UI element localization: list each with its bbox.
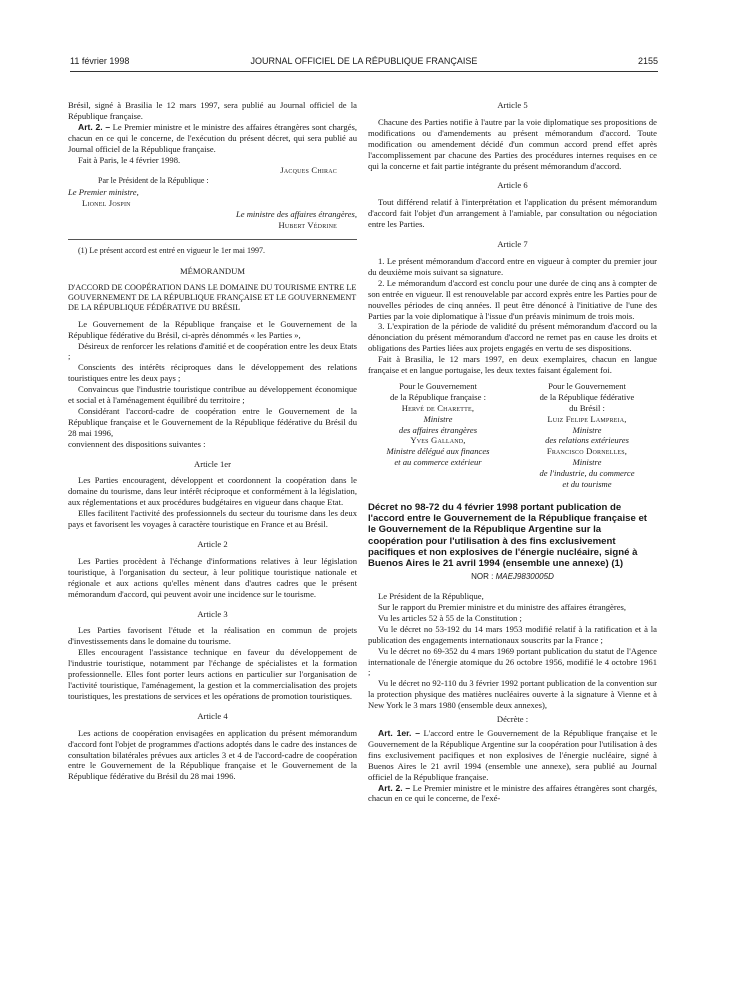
signatory-name: Francisco Dornelles, [546, 446, 628, 457]
article-heading: Article 5 [497, 100, 528, 110]
paragraph: Désireux de renforcer les relations d'amitié et de coopération entre les deux Etats ; [68, 340, 357, 362]
article-heading: Article 6 [497, 180, 528, 191]
signatory-name: Jacques Chirac [280, 165, 337, 176]
paragraph: 2. Le mémorandum d'accord est conclu pour une durée de cinq ans à compter de son entrée en vigueur. Il est renouvelable par accord exprès entre les Parties pour de nouvelles périodes de cinq années. Il peut être dénoncé à l'initiative de l'une des Parties par la voie diplomatique à l'issue d'un préavis minimum de trois mois. [368, 277, 657, 321]
signatory-title: Le Premier ministre, [68, 187, 139, 198]
decree-article-2 [368, 783, 657, 805]
paragraph: Vu le décret no 53-192 du 14 mars 1953 modifié relatif à la ratification et à la publication des engagements internationaux souscrits par la France ; [368, 623, 657, 645]
signature-block [368, 381, 657, 490]
divider [68, 239, 357, 240]
footnote: (1) Le présent accord est entré en vigueur le 1er mai 1997. [78, 245, 266, 255]
signature-line: Pour le Gouvernement [399, 380, 477, 391]
paragraph: Elles facilitent l'activité des professionnels du secteur du tourisme dans les deux pays et favorisent les voyages à caractère touristique en France et au Brésil. [68, 508, 357, 530]
article-text: Le Premier ministre et le ministre des affaires étrangères sont chargés, chacun en ce qui le concerne, de l'exécution du présent décret, qui sera publié au Journal officiel de la République française. [68, 121, 357, 154]
paragraph: Fait à Brasilia, le 12 mars 1997, en deux exemplaires, chacun en langue française et en langue portugaise, les deux textes faisant également foi. [368, 354, 657, 376]
signatory-title: Le ministre des affaires étrangères, [235, 209, 357, 220]
signatory-title: de l'industrie, du commerce [539, 468, 635, 479]
left-column [68, 100, 357, 782]
paragraph: conviennent des dispositions suivantes : [68, 438, 206, 449]
article-label: Art. 1er. – [378, 728, 420, 738]
right-column [368, 100, 657, 804]
signatory-title: des affaires étrangères [398, 424, 478, 435]
signatory-name: Yves Galland, [410, 435, 466, 446]
article-text: Le Premier ministre et le ministre des affaires étrangères sont chargés, chacun en ce qui le concerne, de l'exé- [368, 782, 657, 804]
signature-line: Pour le Gouvernement [548, 380, 626, 391]
signature-france [368, 381, 508, 490]
header-date: 11 février 1998 [70, 56, 130, 66]
agreement-title: D'ACCORD DE COOPÉRATION DANS LE DOMAINE DU TOURISME ENTRE LE GOUVERNEMENT DE LA RÉPUBLIQUE FRANÇAISE ET LE GOUVERNEMENT DE LA RÉPUBLIQUE FÉDÉRATIVE DU BRÉSIL [68, 282, 357, 312]
signature-line: du Brésil : [569, 402, 605, 413]
paragraph: Vu le décret no 92-110 du 3 février 1992 portant publication de la convention sur la protection physique des matières nucléaires ouverte à la signature à Vienne et à New York le 3 mars 1980 (ensemble deux annexes), [368, 678, 657, 711]
signatory-title: Par le Président de la République : [98, 176, 209, 186]
paragraph: Les Parties procèdent à l'échange d'informations relatives à leur législation touristique, à l'organisation du secteur, à leur politique touristique nationale et régionale et aux actions qu'elles mènent dans d'autres cadres que le présent mémorandum d'accord, qui peuvent avoir une incidence sur le tourisme. [68, 555, 357, 599]
paragraph: Convaincus que l'industrie touristique contribue au développement économique et social et à l'aménagement équilibré du territoire ; [68, 384, 357, 406]
paragraph: Considérant l'accord-cadre de coopération entre le Gouvernement de la République française et le Gouvernement de la République fédérative du Brésil du 28 mai 1996, [68, 405, 357, 438]
article-label: Art. 2. – [78, 121, 111, 132]
signatory-name: Luiz Felipe Lampreia, [547, 413, 627, 424]
paragraph: Conscients des intérêts réciproques dans le développement des relations touristiques entre les deux pays ; [68, 362, 357, 384]
signatory-title: Ministre [423, 413, 453, 424]
signature-line: de la République française : [390, 391, 486, 402]
paragraph: Les actions de coopération envisagées en application du présent mémorandum d'accord font l'objet de programmes d'actions adoptés dans le cadre des instances de consultation bilatérales prévues aux articles 3 et 4 de l'accord-cadre de coopération entre le Gouvernement de la République française et le Gouvernement de la République fédérative du Brésil du 28 mai 1996. [68, 727, 357, 782]
paragraph: Brésil, signé à Brasilia le 12 mars 1997, sera publié au Journal officiel de la République française. [68, 100, 357, 121]
nor-reference: NOR : MAEJ9830005D [471, 572, 554, 582]
signatory-name: Hubert Védrine [278, 219, 337, 230]
paragraph: Sur le rapport du Premier ministre et du ministre des affaires étrangères, [378, 602, 627, 613]
paragraph: Les Parties encouragent, développent et coordonnent la coopération dans le domaine du tourisme, dans leur intérêt réciproque et conformément à la législation, aux réglementations et aux procédures budgétaires en vigueur dans chaque Etat. [68, 475, 357, 508]
signatory-title: et du tourisme [562, 479, 612, 490]
article-heading: Article 3 [197, 608, 228, 619]
journal-title: JOURNAL OFFICIEL DE LA RÉPUBLIQUE FRANÇAISE [250, 56, 478, 66]
signature-brazil [517, 381, 657, 490]
signatory-name: Lionel Jospin [82, 198, 131, 209]
paragraph: Vu les articles 52 à 55 de la Constitution ; [378, 612, 522, 623]
article-text: L'accord entre le Gouvernement de la République française et le Gouvernement de la République Argentine sur la coopération pour l'utilisation à des fins exclusivement pacifiques et non explosives de l'énergie nucléaire, signé à Buenos Aires le 21 avril 1994 (ensemble une annexe), sera publié au Journal officiel de la République française. [368, 728, 658, 782]
decree-title: Décret no 98-72 du 4 février 1998 portant publication de l'accord entre le Gouvernement de la République française et le Gouvernement de la République Argentine sur la coopération pour l'utilisation à des fins exclusivement pacifiques et non explosives de l'énergie nucléaire, signé à Buenos Aires le 21 avril 1994 (ensemble une annexe) (1) [368, 502, 647, 570]
paragraph: Les Parties favorisent l'étude et la réalisation en commun de projets d'investissements dans le domaine du tourisme. [68, 625, 357, 647]
signatory-title: et au commerce extérieur [394, 457, 482, 468]
signatory-name: Hervé de Charette, [401, 402, 475, 413]
page-header [70, 56, 658, 70]
signature-line: de la République fédérative [539, 391, 635, 402]
signature-place-date: Fait à Paris, le 4 février 1998. [78, 154, 181, 165]
article-heading: Article 2 [197, 539, 228, 549]
paragraph: Tout différend relatif à l'interprétation et l'application du présent mémorandum d'accord fait l'objet d'un arrangement à l'amiable, par consultation ou négociation entre les Parties. [368, 197, 657, 230]
paragraph: 3. L'expiration de la période de validité du présent mémorandum d'accord ou la dénonciation du présent mémorandum d'accord ne remet pas en cause les droits et obligations des Parties liées aux projets engagés en vertu de ses dispositions. [368, 321, 657, 354]
paragraph: Le Président de la République, [378, 591, 484, 602]
signatory-title: Ministre [572, 457, 602, 468]
article-heading: Article 7 [497, 239, 528, 250]
paragraph: Elles encouragent l'assistance technique en faveur du développement de l'industrie touristique, notamment par l'échange de spécialistes et la formation professionnelle. Elles font porter leurs actions en particulier sur l'organisation de l'activité touristique, l'aménagement, la gestion et la commercialisation des projets touristiques, les prestations de services et les opérations de promotion touristiques. [68, 647, 357, 701]
signatory-title: Ministre [572, 424, 602, 435]
page-number: 2155 [637, 56, 658, 66]
paragraph: Le Gouvernement de la République française et le Gouvernement de la République fédérative du Brésil, ci-après dénommés « les Parties », [68, 318, 357, 340]
signatory-title: Ministre délégué aux finances [386, 446, 490, 457]
paragraph: 1. Le présent mémorandum d'accord entre en vigueur à compter du premier jour du deuxième mois suivant sa signature. [368, 255, 657, 277]
signatory-title: des relations extérieures [545, 435, 629, 446]
article-2-paragraph [68, 122, 357, 155]
paragraph: Chacune des Parties notifie à l'autre par la voie diplomatique ses propositions de modifications ou d'amendements au présent mémorandum d'accord. Toute modification ou amendement décidé d'un commun accord prend effet après l'accomplissement par chacune des Parties des procédures internes requises en ce qui la concerne et fait partie intégrante du présent mémorandum d'accord. [368, 116, 657, 171]
header-rule [70, 71, 658, 72]
article-heading: Article 4 [197, 710, 228, 721]
article-label: Art. 2. – [378, 782, 411, 793]
section-title: MÉMORANDUM [180, 265, 245, 276]
decree-article-1 [368, 728, 657, 783]
article-heading: Article 1er [194, 458, 231, 469]
decrete-heading: Décrète : [496, 714, 529, 725]
paragraph: Vu le décret no 69-352 du 4 mars 1969 portant publication du statut de l'Agence internationale de l'énergie atomique du 26 octobre 1956, modifié le 4 octobre 1961 ; [368, 645, 657, 678]
